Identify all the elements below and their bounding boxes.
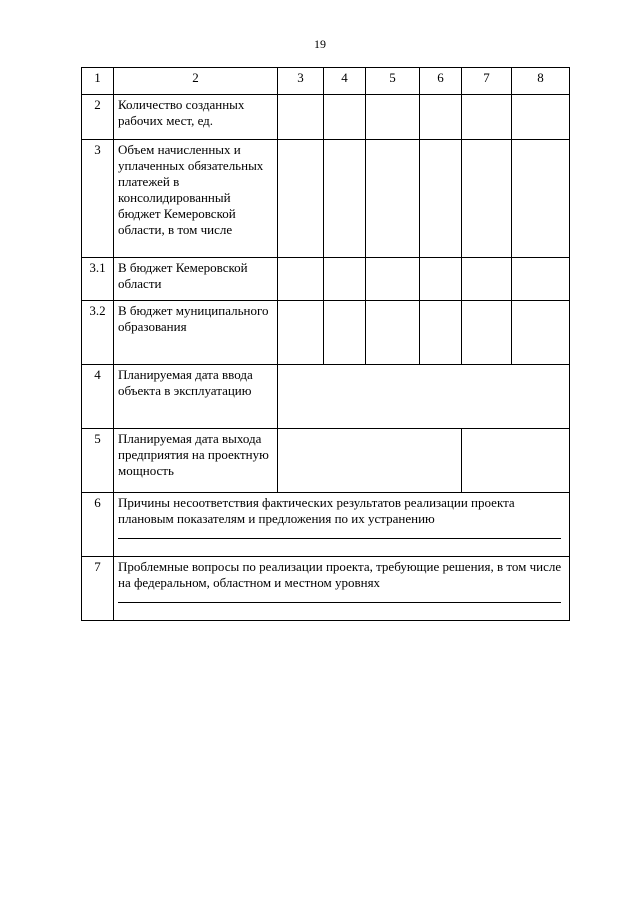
value-cell-col6[interactable]	[420, 301, 462, 365]
row-label: В бюджет муниципального образования	[114, 301, 278, 365]
header-cell-2: 2	[114, 68, 278, 95]
value-cell-merged-fact[interactable]	[462, 429, 570, 493]
table-row-regional-budget	[82, 258, 570, 301]
table-row-jobs	[82, 95, 570, 140]
value-cell-col3[interactable]	[278, 140, 324, 258]
header-cell-8: 8	[512, 68, 570, 95]
header-cell-6: 6	[420, 68, 462, 95]
value-cell-col8[interactable]	[512, 301, 570, 365]
value-cell-col5[interactable]	[366, 140, 420, 258]
table-row-discrepancy-reasons	[82, 493, 570, 557]
value-cell-col8[interactable]	[512, 95, 570, 140]
value-cell-col4[interactable]	[324, 140, 366, 258]
value-cell-col5[interactable]	[366, 258, 420, 301]
row-number: 5	[82, 429, 114, 493]
row-label: Проблемные вопросы по реализации проекта, требующие решения, в том числе на федеральном, областном и местном уровнях	[118, 559, 562, 590]
row-label: Планируемая дата выхода предприятия на проектную мощность	[114, 429, 278, 493]
row-number: 3.2	[82, 301, 114, 365]
header-cell-7: 7	[462, 68, 512, 95]
value-cell-col7[interactable]	[462, 140, 512, 258]
header-row	[82, 68, 570, 95]
value-cell-col6[interactable]	[420, 258, 462, 301]
row-number: 6	[82, 493, 114, 557]
value-cell-col7[interactable]	[462, 301, 512, 365]
value-cell-col4[interactable]	[324, 258, 366, 301]
value-cell-col5[interactable]	[366, 301, 420, 365]
row-label: Количество созданных рабочих мест, ед.	[114, 95, 278, 140]
value-cell-col6[interactable]	[420, 95, 462, 140]
header-cell-4: 4	[324, 68, 366, 95]
row-number: 2	[82, 95, 114, 140]
value-cell-col6[interactable]	[420, 140, 462, 258]
value-cell-merged[interactable]	[278, 365, 570, 429]
row-label: Причины несоответствия фактических результатов реализации проекта плановым показателям и предложения по их устранению	[118, 495, 515, 526]
value-cell-merged-plan[interactable]	[278, 429, 462, 493]
value-cell-col4[interactable]	[324, 301, 366, 365]
table-row-commissioning-date	[82, 365, 570, 429]
page-number: 19	[314, 37, 326, 51]
value-cell-col3[interactable]	[278, 301, 324, 365]
value-cell-col7[interactable]	[462, 95, 512, 140]
results-table	[81, 67, 570, 621]
table-row-payments	[82, 140, 570, 258]
value-cell-col5[interactable]	[366, 95, 420, 140]
row-label: Объем начисленных и уплаченных обязательных платежей в консолидированный бюджет Кемеровской области, в том числе	[114, 140, 278, 258]
value-cell-col3[interactable]	[278, 95, 324, 140]
value-cell-col8[interactable]	[512, 258, 570, 301]
row-number: 3	[82, 140, 114, 258]
table-row-problem-issues	[82, 557, 570, 621]
table-row-capacity-date	[82, 429, 570, 493]
row-text-cell	[114, 493, 570, 557]
value-cell-col7[interactable]	[462, 258, 512, 301]
header-cell-5: 5	[366, 68, 420, 95]
header-cell-1: 1	[82, 68, 114, 95]
row-number: 4	[82, 365, 114, 429]
fill-in-line[interactable]	[118, 538, 561, 539]
value-cell-col8[interactable]	[512, 140, 570, 258]
row-number: 7	[82, 557, 114, 621]
row-number: 3.1	[82, 258, 114, 301]
row-text-cell	[114, 557, 570, 621]
value-cell-col3[interactable]	[278, 258, 324, 301]
row-label: В бюджет Кемеровской области	[114, 258, 278, 301]
header-cell-3: 3	[278, 68, 324, 95]
value-cell-col4[interactable]	[324, 95, 366, 140]
fill-in-line[interactable]	[118, 602, 561, 603]
table-row-municipal-budget	[82, 301, 570, 365]
row-label: Планируемая дата ввода объекта в эксплуатацию	[114, 365, 278, 429]
